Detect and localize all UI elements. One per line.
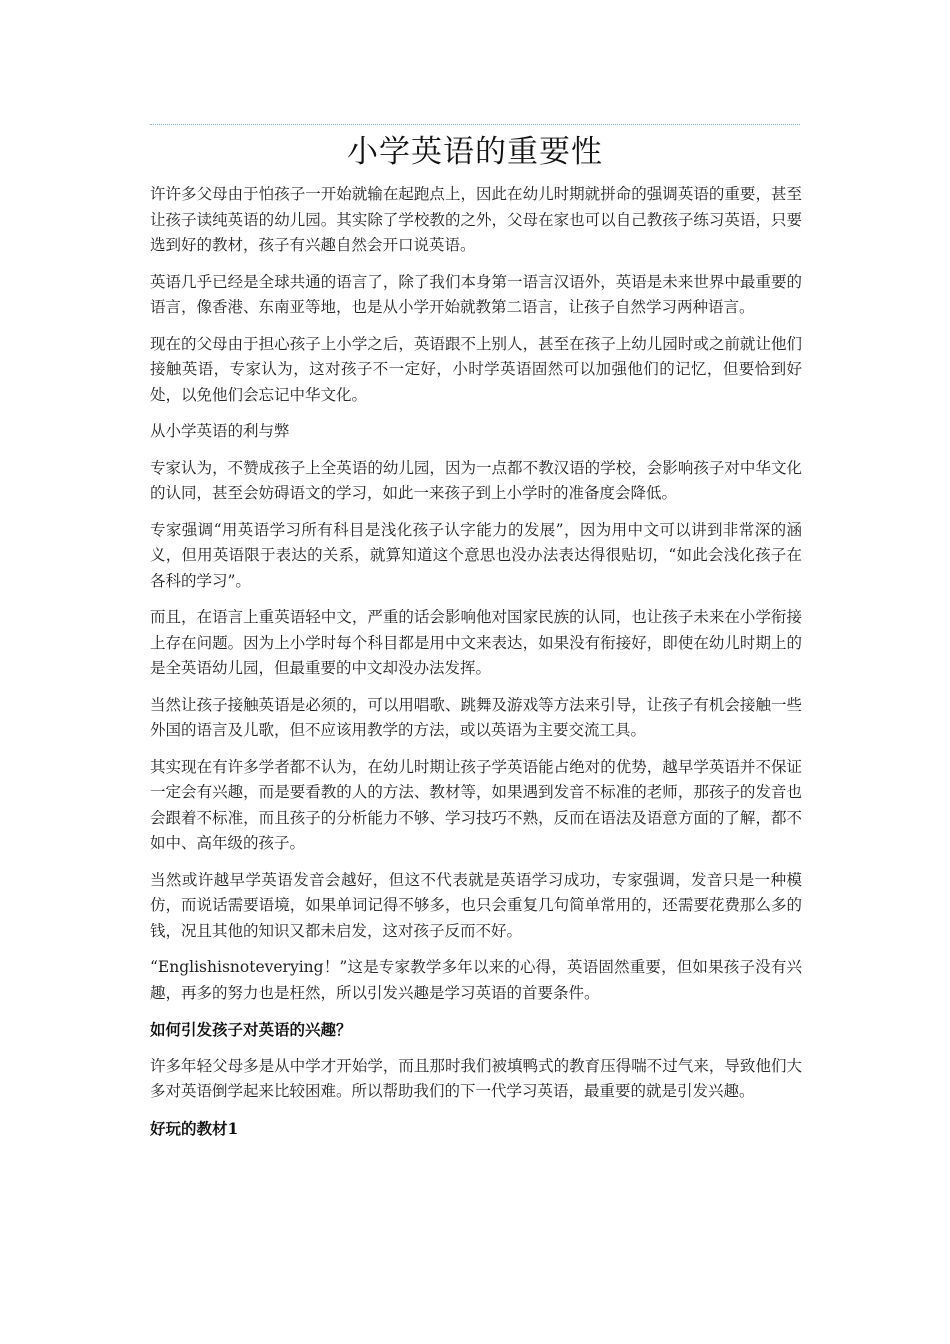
paragraph: 英语几乎已经是全球共通的语言了，除了我们本身第一语言汉语外，英语是未来世界中最重要的语言，像香港、东南亚等地，也是从小学开始就教第二语言，让孩子自然学习两种语言。 xyxy=(150,272,802,316)
article-body xyxy=(150,182,802,1152)
paragraph: 专家强调“用英语学习所有科目是浅化孩子认字能力的发展”，因为用中文可以讲到非常深的涵义，但用英语限于表达的关系，就算知道这个意思也没办法表达得很贴切，“如此会浅化孩子在各科的学习”。 xyxy=(150,520,802,590)
header-divider xyxy=(150,124,800,125)
paragraph: 其实现在有许多学者都不认为，在幼儿时期让孩子学英语能占绝对的优势，越早学英语并不保证一定会有兴趣，而是要看教的人的方法、教材等，如果遇到发音不标准的老师，那孩子的发音也会跟着不标准，而且孩子的分析能力不够、学习技巧不熟，反而在语法及语意方面的了解，都不如中、高年级的孩子。 xyxy=(150,757,802,852)
paragraph: 现在的父母由于担心孩子上小学之后，英语跟不上别人，甚至在孩子上幼儿园时或之前就让他们接触英语，专家认为，这对孩子不一定好，小时学英语固然可以加强他们的记忆，但要恰到好处，以免他们会忘记中华文化。 xyxy=(150,334,802,404)
bold-heading: 如何引发孩子对英语的兴趣？ xyxy=(150,1020,352,1039)
paragraph: 而且，在语言上重英语轻中文，严重的话会影响他对国家民族的认同，也让孩子未来在小学衔接上存在问题。因为上小学时每个科目都是用中文来表达，如果没有衔接好，即使在幼儿时期上的是全英语幼儿园，但最重要的中文却没办法发挥。 xyxy=(150,608,802,677)
paragraph: 当然让孩子接触英语是必须的，可以用唱歌、跳舞及游戏等方法来引导，让孩子有机会接触一些外国的语言及儿歌，但不应该用教学的方法，或以英语为主要交流工具。 xyxy=(150,695,802,739)
page-title: 小学英语的重要性 xyxy=(347,134,603,170)
bold-heading: 好玩的教材1 xyxy=(150,1118,239,1138)
paragraph: “Englishisnoteverying！”这是专家教学多年以来的心得，英语固然重要，但如果孩子没有兴趣，再多的努力也是枉然，所以引发兴趣是学习英语的首要条件。 xyxy=(150,958,802,1002)
paragraph: 许许多父母由于怕孩子一开始就输在起跑点上，因此在幼儿时期就拼命的强调英语的重要，甚至让孩子读纯英语的幼儿园。其实除了学校教的之外，父母在家也可以自己教孩子练习英语，只要选到好的教材，孩子有兴趣自然会开口说英语。 xyxy=(150,185,802,254)
paragraph: 当然或许越早学英语发音会越好，但这不代表就是英语学习成功，专家强调，发音只是一种模仿，而说话需要语境，如果单词记得不够多，也只会重复几句简单常用的，还需要花费那么多的钱，况且其他的知识又都未启发，这对孩子反而不好。 xyxy=(150,870,802,940)
section-subheading: 从小学英语的利与弊 xyxy=(150,422,290,440)
paragraph: 专家认为，不赞成孩子上全英语的幼儿园，因为一点都不教汉语的学校，会影响孩子对中华文化的认同，甚至会妨碍语文的学习，如此一来孩子到上小学时的准备度会降低。 xyxy=(150,458,802,502)
paragraph: 许多年轻父母多是从中学才开始学，而且那时我们被填鸭式的教育压得喘不过气来，导致他们大多对英语倒学起来比较困难。所以帮助我们的下一代学习英语，最重要的就是引发兴趣。 xyxy=(150,1056,802,1100)
